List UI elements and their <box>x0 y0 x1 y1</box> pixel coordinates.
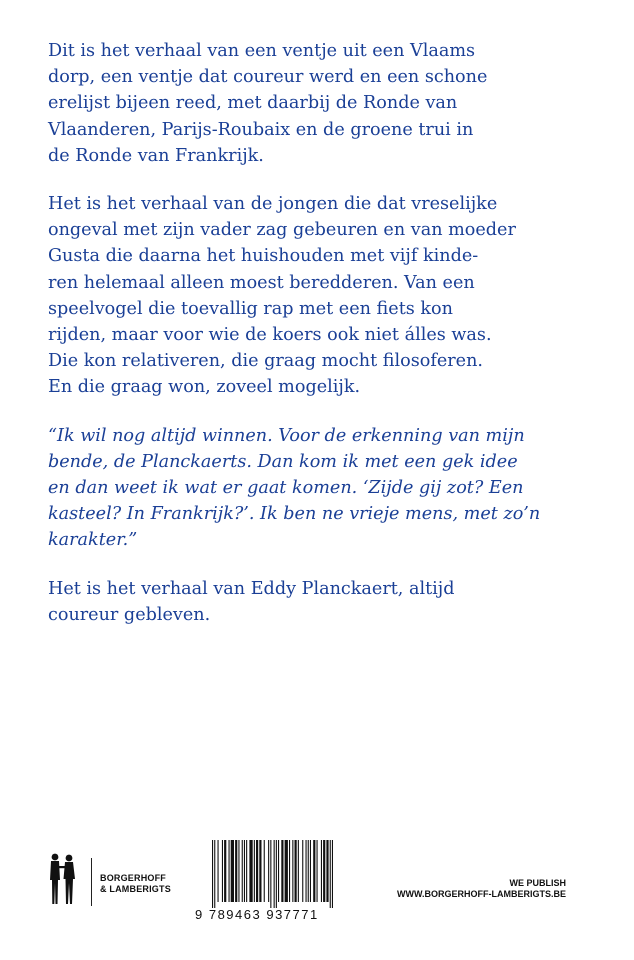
barcode-bar <box>326 840 328 902</box>
barcode-bar <box>259 840 261 902</box>
publisher-tagline <box>397 878 566 900</box>
text-line: coureur gebleven. <box>48 604 211 625</box>
barcode-bar <box>242 840 243 902</box>
barcode-bar <box>246 840 247 902</box>
barcode-bar <box>224 840 226 902</box>
barcode-bar <box>249 840 252 902</box>
blurb-paragraph-2 <box>48 191 608 401</box>
barcode-bar <box>302 840 303 902</box>
text-line: Het is het verhaal van Eddy Planckaert, altijd <box>48 578 455 599</box>
cover-footer <box>0 840 634 960</box>
barcode-bar <box>298 840 299 902</box>
blurb-paragraph-1 <box>48 38 608 169</box>
text-line: Het is het verhaal van de jongen die dat vreselijke <box>48 194 498 215</box>
barcode-bar <box>212 840 213 908</box>
barcode-bar <box>235 840 237 902</box>
barcode-bar <box>295 840 297 902</box>
text-line: speelvogel die toevallig rap met een fiets kon <box>48 298 453 319</box>
barcode-bar <box>317 840 318 902</box>
publisher-name-line-1: BORGERHOFF <box>100 873 166 883</box>
barcode-bar <box>313 840 315 902</box>
barcode-bars <box>212 840 344 908</box>
isbn-number: 9 789463 937771 <box>195 907 319 922</box>
text-line: bende, de Planckaerts. Dan kom ik met een gek idee <box>48 451 518 472</box>
barcode-bar <box>222 840 223 902</box>
text-line: Dit is het verhaal van een ventje uit een Vlaams <box>48 41 476 61</box>
barcode-bar <box>276 840 277 908</box>
publisher-name-line-2: & LAMBERIGTS <box>100 884 171 894</box>
text-line: En die graag won, zoveel mogelijk. <box>48 377 361 398</box>
text-line: Vlaanderen, Parijs-Roubaix en de groene trui in <box>48 119 474 140</box>
barcode-bar <box>289 840 290 902</box>
publisher-website: WWW.BORGERHOFF-LAMBERIGTS.BE <box>397 889 566 899</box>
text-line: rijden, maar voor wie de koers ook niet álles was. <box>48 325 492 346</box>
tagline-text: WE PUBLISH <box>509 878 566 888</box>
barcode-bar <box>274 840 275 908</box>
barcode-bar <box>285 840 288 902</box>
barcode-bar <box>330 840 331 908</box>
text-line: Die kon relativeren, die graag mocht filosoferen. <box>48 351 484 372</box>
text-line: kasteel? In Frankrijk?’. Ik ben ne vrieje mens, met zo’n <box>48 504 541 525</box>
barcode-bar <box>218 840 219 902</box>
barcode-bar <box>270 840 271 908</box>
isbn-barcode <box>195 840 345 940</box>
barcode-bar <box>244 840 245 902</box>
barcode-bar <box>214 840 215 908</box>
publisher-name <box>100 873 171 895</box>
text-line: karakter.” <box>48 530 138 551</box>
text-line: “Ik wil nog altijd winnen. Voor de erkenning van mijn <box>48 425 525 446</box>
barcode-bar <box>231 840 234 902</box>
publisher-logo-figures-icon <box>48 852 78 906</box>
barcode-bar <box>238 840 239 902</box>
barcode-bar <box>268 840 269 902</box>
barcode-bar <box>321 840 322 902</box>
text-line: erelijst bijeen reed, met daarbij de Ronde van <box>48 93 458 114</box>
text-line: dorp, een ventje dat coureur werd en een schone <box>48 67 488 88</box>
barcode-bar <box>278 840 279 902</box>
text-line: en dan weet ik wat er gaat komen. ‘Zijde gij zot? Een <box>48 478 524 499</box>
barcode-bar <box>229 840 230 902</box>
barcode-bar <box>308 840 309 902</box>
barcode-bar <box>281 840 283 902</box>
text-line: Gusta die daarna het huishouden met vijf kinde- <box>48 246 479 267</box>
barcode-bar <box>256 840 258 902</box>
barcode-bar <box>292 840 293 902</box>
blurb-paragraph-4 <box>48 576 608 628</box>
logo-divider <box>91 858 92 906</box>
barcode-bar <box>332 840 333 908</box>
text-line: de Ronde van Frankrijk. <box>48 145 264 166</box>
barcode-bar <box>310 840 311 902</box>
barcode-bar <box>323 840 325 902</box>
barcode-bar <box>264 840 265 902</box>
quote-paragraph <box>48 423 608 554</box>
text-line: ongeval met zijn vader zag gebeuren en van moeder <box>48 220 516 241</box>
barcode-bar <box>254 840 255 902</box>
text-line: ren helemaal alleen moest beredderen. Van een <box>48 272 475 293</box>
barcode-bar <box>306 840 307 902</box>
blurb-text <box>48 38 608 650</box>
